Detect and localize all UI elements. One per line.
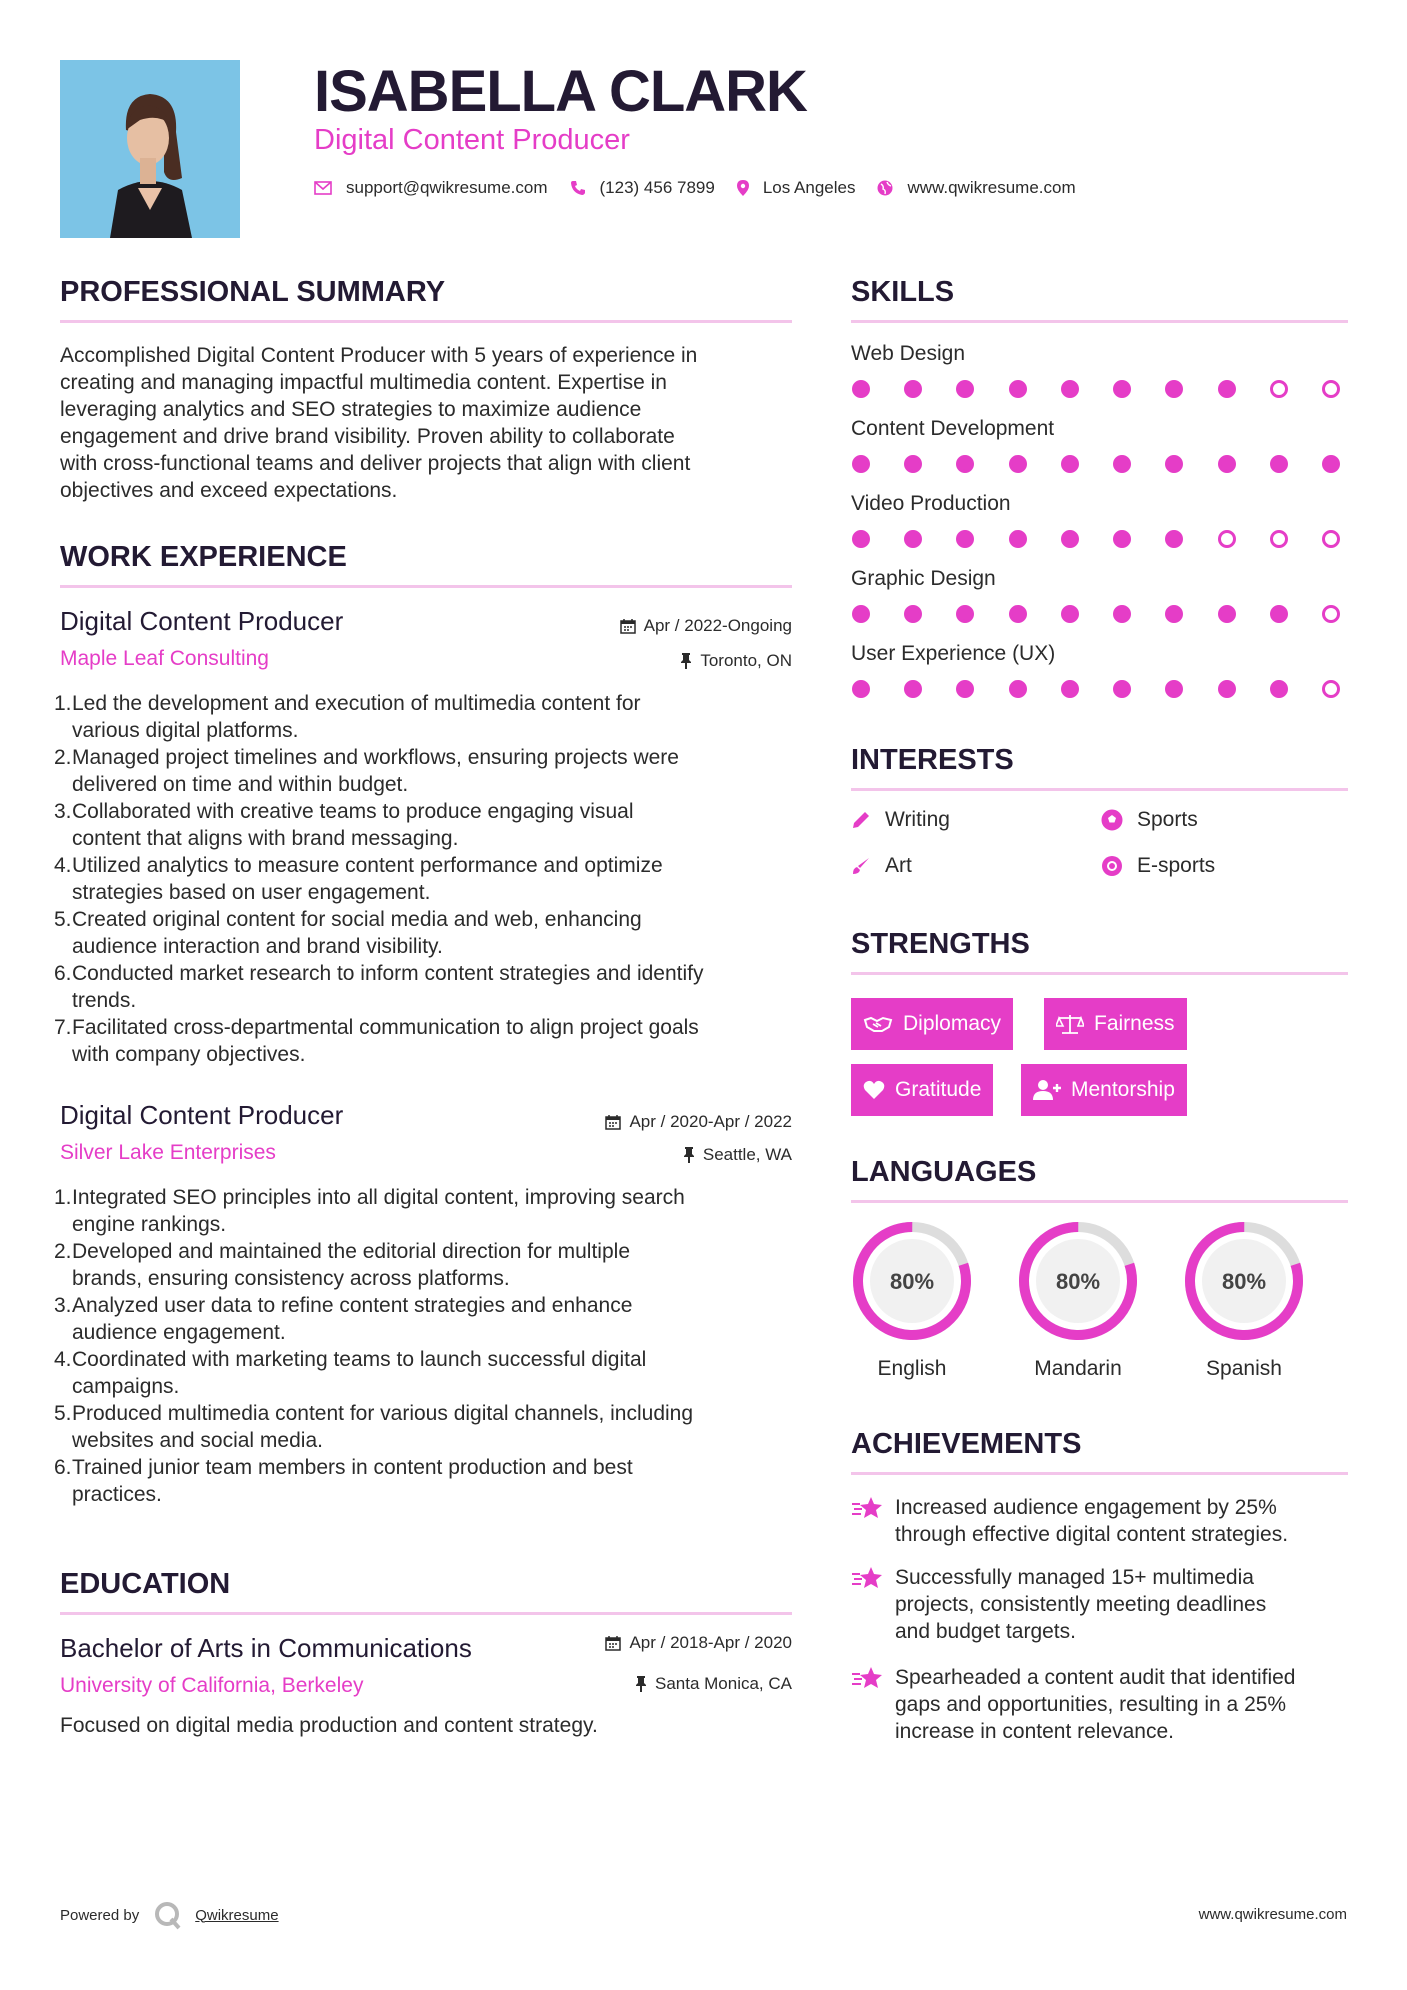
rating-dot-filled bbox=[1218, 380, 1236, 398]
rating-dot-filled bbox=[1165, 530, 1183, 548]
rating-dot-filled bbox=[1009, 530, 1027, 548]
list-item: 4. Coordinated with marketing teams to launch successful digital campaigns. bbox=[54, 1348, 647, 1398]
rating-dot-filled bbox=[1218, 455, 1236, 473]
rating-dot-filled bbox=[1113, 605, 1131, 623]
language-percent: 80% bbox=[1221, 1269, 1267, 1294]
skills-divider bbox=[851, 320, 1348, 323]
rating-dot-empty bbox=[1322, 605, 1340, 623]
rating-dot-filled bbox=[852, 530, 870, 548]
rating-dot-filled bbox=[1165, 680, 1183, 698]
education-date: Apr / 2018-Apr / 2020 bbox=[492, 1633, 792, 1653]
rating-dot-empty bbox=[1270, 530, 1288, 548]
map-pin-icon bbox=[737, 180, 749, 196]
rating-dot-filled bbox=[904, 680, 922, 698]
rating-dot-filled bbox=[1270, 680, 1288, 698]
rating-dot-filled bbox=[1061, 530, 1079, 548]
handshake-icon bbox=[863, 1015, 893, 1033]
rating-dot-filled bbox=[1061, 380, 1079, 398]
rating-dot-filled bbox=[956, 530, 974, 548]
skill-rating bbox=[852, 680, 1340, 698]
company-name: Maple Leaf Consulting bbox=[60, 647, 269, 670]
rating-dot-empty bbox=[1270, 380, 1288, 398]
qwikresume-logo-icon bbox=[153, 1900, 183, 1930]
list-item: 1. Led the development and execution of multimedia content for various digital platforms. bbox=[54, 692, 641, 742]
shooting-star-icon bbox=[851, 1496, 883, 1548]
email-text: support@qwikresume.com bbox=[346, 178, 548, 197]
rating-dot-filled bbox=[1061, 455, 1079, 473]
languages-divider bbox=[851, 1200, 1348, 1203]
education-divider bbox=[60, 1612, 792, 1615]
globe-icon bbox=[877, 180, 893, 196]
calendar-icon bbox=[620, 618, 636, 634]
skill-rating bbox=[852, 455, 1340, 473]
rating-dot-filled bbox=[1270, 455, 1288, 473]
skill-label: Graphic Design bbox=[851, 567, 996, 590]
pencil-icon bbox=[851, 810, 871, 830]
rating-dot-filled bbox=[904, 605, 922, 623]
strengths-divider bbox=[851, 972, 1348, 975]
achievement-item: Successfully managed 15+ multimedia projects, consistently meeting deadlines and budget targets. bbox=[851, 1564, 1266, 1645]
achievements-heading: ACHIEVEMENTS bbox=[851, 1428, 1082, 1460]
work-divider bbox=[60, 585, 792, 588]
language-percent: 80% bbox=[1055, 1269, 1101, 1294]
rating-dot-empty bbox=[1322, 530, 1340, 548]
rating-dot-filled bbox=[1218, 680, 1236, 698]
rating-dot-filled bbox=[956, 605, 974, 623]
rating-dot-filled bbox=[956, 455, 974, 473]
skills-heading: SKILLS bbox=[851, 276, 955, 308]
skill-label: Web Design bbox=[851, 342, 966, 365]
contact-phone[interactable] bbox=[570, 178, 715, 198]
strength-mentorship: Mentorship bbox=[1021, 1064, 1187, 1116]
soccer-ball-icon bbox=[1101, 809, 1123, 831]
contact-location bbox=[737, 178, 856, 198]
summary-divider bbox=[60, 320, 792, 323]
rating-dot-filled bbox=[852, 380, 870, 398]
shooting-star-icon bbox=[851, 1666, 883, 1745]
phone-icon bbox=[570, 180, 586, 196]
rating-dot-empty bbox=[1322, 380, 1340, 398]
language-percent: 80% bbox=[889, 1269, 935, 1294]
language-label: Mandarin bbox=[1034, 1357, 1122, 1380]
education-location: Santa Monica, CA bbox=[492, 1674, 792, 1694]
achievement-item: Spearheaded a content audit that identified gaps and opportunities, resulting in a 25% increase in content relevance. bbox=[851, 1664, 1295, 1745]
list-item: 2. Managed project timelines and workflows, ensuring projects were delivered on time and within budget. bbox=[54, 746, 679, 796]
list-item: 3. Collaborated with creative teams to produce engaging visual content that aligns with brand messaging. bbox=[54, 800, 634, 850]
job-date: Apr / 2022-Ongoing bbox=[492, 616, 792, 636]
skill-label: Content Development bbox=[851, 417, 1055, 440]
rating-dot-filled bbox=[1009, 380, 1027, 398]
language-ring bbox=[851, 1220, 973, 1342]
rating-dot-filled bbox=[852, 455, 870, 473]
heart-icon bbox=[863, 1080, 885, 1100]
profile-photo bbox=[60, 60, 240, 238]
rating-dot-filled bbox=[956, 380, 974, 398]
rating-dot-filled bbox=[904, 455, 922, 473]
scales-icon bbox=[1056, 1013, 1084, 1035]
language-english bbox=[851, 1220, 973, 1381]
interest-esports: E-sports bbox=[1101, 854, 1215, 878]
degree-title: Bachelor of Arts in Communications bbox=[60, 1633, 472, 1663]
rating-dot-filled bbox=[1165, 380, 1183, 398]
candidate-name: ISABELLA CLARK bbox=[314, 59, 807, 124]
pushpin-icon bbox=[635, 1676, 647, 1692]
education-description: Focused on digital media production and content strategy. bbox=[60, 1714, 598, 1737]
list-item: 5. Produced multimedia content for various digital channels, including websites and social media. bbox=[54, 1402, 694, 1452]
skill-label: Video Production bbox=[851, 492, 1011, 515]
envelope-icon bbox=[314, 181, 332, 195]
list-item: 6. Conducted market research to inform content strategies and identify trends. bbox=[54, 962, 704, 1012]
list-item: 1. Integrated SEO principles into all digital content, improving search engine rankings. bbox=[54, 1186, 685, 1236]
skill-rating bbox=[852, 380, 1340, 398]
strengths-heading: STRENGTHS bbox=[851, 928, 1030, 960]
candidate-title: Digital Content Producer bbox=[314, 124, 630, 156]
rating-dot-filled bbox=[1113, 380, 1131, 398]
interest-writing: Writing bbox=[851, 808, 950, 832]
language-label: English bbox=[877, 1357, 947, 1380]
rating-dot-filled bbox=[852, 680, 870, 698]
rating-dot-filled bbox=[1009, 455, 1027, 473]
rating-dot-filled bbox=[904, 380, 922, 398]
paintbrush-icon bbox=[851, 856, 871, 876]
list-item: 5. Created original content for social media and web, enhancing audience interaction and brand visibility. bbox=[54, 908, 642, 958]
job-location: Seattle, WA bbox=[492, 1145, 792, 1165]
shooting-star-icon bbox=[851, 1566, 883, 1645]
language-mandarin bbox=[1017, 1220, 1139, 1381]
calendar-icon bbox=[605, 1635, 621, 1651]
rating-dot-filled bbox=[1270, 605, 1288, 623]
language-spanish bbox=[1183, 1220, 1305, 1381]
calendar-icon bbox=[605, 1114, 621, 1130]
rating-dot-empty bbox=[1218, 530, 1236, 548]
rating-dot-filled bbox=[1113, 680, 1131, 698]
website-text: www.qwikresume.com bbox=[907, 178, 1076, 197]
phone-text: (123) 456 7899 bbox=[599, 178, 715, 197]
job-bullets bbox=[54, 690, 814, 1068]
job-date: Apr / 2020-Apr / 2022 bbox=[492, 1112, 792, 1132]
user-plus-icon bbox=[1033, 1080, 1061, 1100]
rating-dot-filled bbox=[1218, 605, 1236, 623]
interests-divider bbox=[851, 788, 1348, 791]
interest-sports: Sports bbox=[1101, 808, 1198, 832]
work-heading: WORK EXPERIENCE bbox=[60, 541, 347, 573]
rating-dot-filled bbox=[1113, 455, 1131, 473]
location-text: Los Angeles bbox=[762, 178, 856, 197]
strength-fairness: Fairness bbox=[1044, 998, 1187, 1050]
list-item: 6. Trained junior team members in content production and best practices. bbox=[54, 1456, 633, 1506]
achievements-divider bbox=[851, 1472, 1348, 1475]
education-heading: EDUCATION bbox=[60, 1568, 231, 1600]
pushpin-icon bbox=[683, 1147, 695, 1163]
list-item: 4. Utilized analytics to measure content performance and optimize strategies based on user engagement. bbox=[54, 854, 663, 904]
job-location: Toronto, ON bbox=[492, 651, 792, 671]
skill-rating bbox=[852, 530, 1340, 548]
rating-dot-filled bbox=[1061, 680, 1079, 698]
pushpin-icon bbox=[680, 653, 692, 669]
strength-diplomacy: Diplomacy bbox=[851, 998, 1013, 1050]
achievement-item: Increased audience engagement by 25% through effective digital content strategies. bbox=[851, 1494, 1288, 1548]
rating-dot-filled bbox=[1009, 605, 1027, 623]
rating-dot-filled bbox=[904, 530, 922, 548]
footer-powered-by: Powered by Qwikresume bbox=[60, 1900, 279, 1930]
summary-text: Accomplished Digital Content Producer with 5 years of experience in creating and managing impactful multimedia content. Expertise in leveraging analytics and SEO strategies to maximize audience engagement and drive brand visibility. Proven ability to collaborate with cross-functional teams and deliver projects that align with client objectives and exceed expectations. bbox=[60, 344, 698, 502]
qwikresume-link[interactable]: Qwikresume bbox=[195, 1906, 279, 1924]
rating-dot-filled bbox=[1165, 605, 1183, 623]
job-title: Digital Content Producer bbox=[60, 1100, 344, 1130]
skill-label: User Experience (UX) bbox=[851, 642, 1056, 665]
language-ring bbox=[1183, 1220, 1305, 1342]
languages-heading: LANGUAGES bbox=[851, 1156, 1037, 1188]
rating-dot-filled bbox=[1009, 680, 1027, 698]
interests-heading: INTERESTS bbox=[851, 744, 1014, 776]
company-name: Silver Lake Enterprises bbox=[60, 1141, 276, 1164]
rating-dot-filled bbox=[1165, 455, 1183, 473]
rating-dot-filled bbox=[852, 605, 870, 623]
list-item: 3. Analyzed user data to refine content strategies and enhance audience engagement. bbox=[54, 1294, 633, 1344]
list-item: 2. Developed and maintained the editorial direction for multiple brands, ensuring consistency across platforms. bbox=[54, 1240, 630, 1290]
job-title: Digital Content Producer bbox=[60, 606, 344, 636]
strength-gratitude: Gratitude bbox=[851, 1064, 993, 1116]
skill-rating bbox=[852, 605, 1340, 623]
interest-art: Art bbox=[851, 854, 912, 878]
contact-email[interactable] bbox=[314, 178, 548, 198]
gamepad-icon bbox=[1101, 855, 1123, 877]
rating-dot-empty bbox=[1322, 680, 1340, 698]
language-label: Spanish bbox=[1206, 1357, 1282, 1380]
rating-dot-filled bbox=[1322, 455, 1340, 473]
language-ring bbox=[1017, 1220, 1139, 1342]
job-bullets bbox=[54, 1184, 814, 1508]
rating-dot-filled bbox=[1113, 530, 1131, 548]
footer-website[interactable]: www.qwikresume.com bbox=[1198, 1906, 1347, 1923]
summary-heading: PROFESSIONAL SUMMARY bbox=[60, 276, 446, 308]
contact-bar bbox=[314, 178, 1098, 198]
rating-dot-filled bbox=[1061, 605, 1079, 623]
rating-dot-filled bbox=[956, 680, 974, 698]
school-name: University of California, Berkeley bbox=[60, 1674, 364, 1697]
contact-website[interactable] bbox=[877, 178, 1075, 198]
list-item: 7. Facilitated cross-departmental communication to align project goals with company objectives. bbox=[54, 1016, 699, 1066]
